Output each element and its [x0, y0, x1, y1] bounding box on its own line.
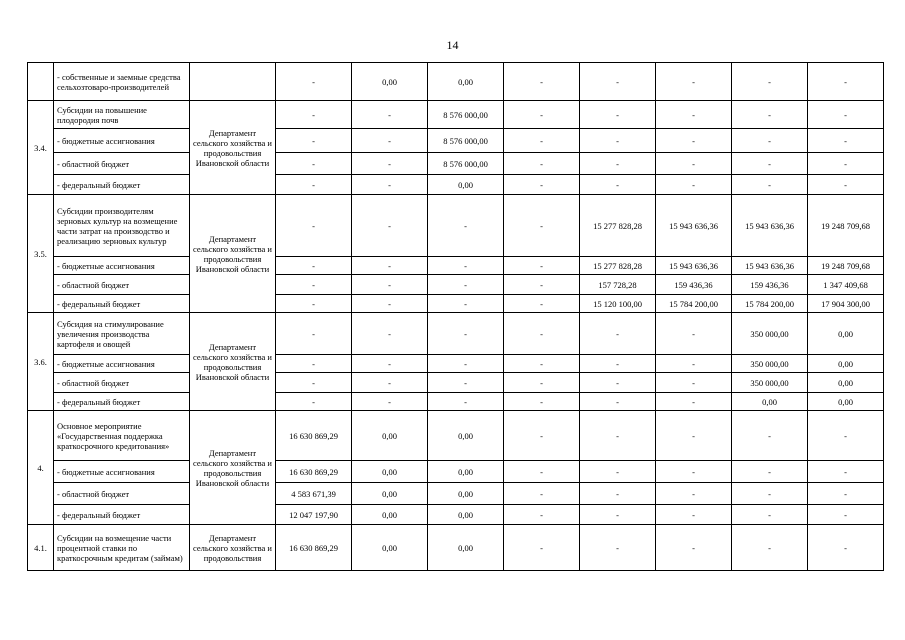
- value-cell: -: [428, 275, 504, 295]
- value-cell: -: [428, 393, 504, 411]
- budget-table: [27, 62, 884, 571]
- value-cell: -: [656, 175, 732, 195]
- value-cell: -: [276, 313, 352, 355]
- table-row: [28, 275, 884, 295]
- table-row: [28, 483, 884, 505]
- item-label: - бюджетные ассигнования: [54, 355, 190, 373]
- item-label: - бюджетные ассигнования: [54, 461, 190, 483]
- item-label: - областной бюджет: [54, 483, 190, 505]
- value-cell: -: [656, 63, 732, 101]
- item-number: 3.4.: [28, 101, 54, 195]
- value-cell: -: [428, 355, 504, 373]
- executor: Департамент сельского хозяйства и продовольствия: [190, 525, 276, 571]
- value-cell: -: [732, 411, 808, 461]
- value-cell: 17 904 300,00: [808, 295, 884, 313]
- value-cell: -: [656, 505, 732, 525]
- value-cell: -: [808, 525, 884, 571]
- value-cell: -: [732, 129, 808, 153]
- value-cell: 0,00: [428, 483, 504, 505]
- item-label: - областной бюджет: [54, 275, 190, 295]
- value-cell: 0,00: [352, 483, 428, 505]
- value-cell: -: [504, 483, 580, 505]
- value-cell: -: [808, 411, 884, 461]
- value-cell: -: [276, 63, 352, 101]
- value-cell: -: [352, 257, 428, 275]
- value-cell: 0,00: [428, 505, 504, 525]
- value-cell: -: [428, 257, 504, 275]
- value-cell: -: [428, 373, 504, 393]
- value-cell: -: [732, 525, 808, 571]
- table-row: [28, 63, 884, 101]
- table-row: [28, 295, 884, 313]
- item-label: - федеральный бюджет: [54, 295, 190, 313]
- item-label: - областной бюджет: [54, 153, 190, 175]
- value-cell: -: [732, 63, 808, 101]
- table-row: [28, 129, 884, 153]
- item-number: 4.: [28, 411, 54, 525]
- value-cell: 0,00: [428, 63, 504, 101]
- value-cell: 0,00: [352, 63, 428, 101]
- value-cell: -: [352, 275, 428, 295]
- value-cell: -: [276, 393, 352, 411]
- value-cell: -: [732, 175, 808, 195]
- value-cell: 8 576 000,00: [428, 153, 504, 175]
- executor: Департамент сельского хозяйства и продовольствия Ивановской области: [190, 411, 276, 525]
- value-cell: 159 436,36: [732, 275, 808, 295]
- value-cell: -: [580, 525, 656, 571]
- value-cell: 16 630 869,29: [276, 411, 352, 461]
- value-cell: -: [276, 275, 352, 295]
- value-cell: -: [808, 153, 884, 175]
- value-cell: -: [732, 101, 808, 129]
- value-cell: 19 248 709,68: [808, 257, 884, 275]
- value-cell: 15 277 828,28: [580, 195, 656, 257]
- value-cell: -: [276, 257, 352, 275]
- value-cell: -: [276, 355, 352, 373]
- value-cell: -: [504, 129, 580, 153]
- item-label: - федеральный бюджет: [54, 175, 190, 195]
- value-cell: -: [276, 153, 352, 175]
- item-label: Субсидии производителям зерновых культур на возмещение части затрат на производство и реализацию зерновых культур: [54, 195, 190, 257]
- executor: [190, 63, 276, 101]
- value-cell: -: [428, 195, 504, 257]
- value-cell: 12 047 197,90: [276, 505, 352, 525]
- table-row: [28, 505, 884, 525]
- table-row: [28, 393, 884, 411]
- value-cell: -: [504, 393, 580, 411]
- value-cell: 15 784 200,00: [732, 295, 808, 313]
- value-cell: 0,00: [808, 313, 884, 355]
- table-row: [28, 153, 884, 175]
- value-cell: -: [656, 129, 732, 153]
- value-cell: -: [352, 373, 428, 393]
- value-cell: 15 943 636,36: [656, 195, 732, 257]
- executor: Департамент сельского хозяйства и продовольствия Ивановской области: [190, 313, 276, 411]
- value-cell: -: [656, 483, 732, 505]
- page-number: 14: [446, 38, 459, 52]
- value-cell: -: [504, 275, 580, 295]
- table-row: [28, 461, 884, 483]
- value-cell: -: [504, 313, 580, 355]
- value-cell: -: [504, 355, 580, 373]
- value-cell: -: [504, 411, 580, 461]
- value-cell: -: [732, 505, 808, 525]
- value-cell: -: [656, 153, 732, 175]
- value-cell: -: [580, 411, 656, 461]
- value-cell: -: [580, 461, 656, 483]
- item-label: - бюджетные ассигнования: [54, 129, 190, 153]
- value-cell: -: [808, 63, 884, 101]
- value-cell: -: [504, 153, 580, 175]
- value-cell: -: [656, 355, 732, 373]
- value-cell: -: [352, 393, 428, 411]
- value-cell: -: [276, 195, 352, 257]
- item-label: Субсидия на стимулирование увеличения производства картофеля и овощей: [54, 313, 190, 355]
- value-cell: 350 000,00: [732, 355, 808, 373]
- value-cell: 159 436,36: [656, 275, 732, 295]
- value-cell: 0,00: [428, 461, 504, 483]
- value-cell: -: [732, 153, 808, 175]
- table-row: [28, 195, 884, 257]
- value-cell: -: [656, 373, 732, 393]
- value-cell: -: [504, 373, 580, 393]
- item-label: - федеральный бюджет: [54, 505, 190, 525]
- value-cell: 157 728,28: [580, 275, 656, 295]
- value-cell: -: [732, 461, 808, 483]
- value-cell: 15 943 636,36: [656, 257, 732, 275]
- value-cell: 0,00: [352, 461, 428, 483]
- item-number: 3.6.: [28, 313, 54, 411]
- value-cell: -: [352, 313, 428, 355]
- value-cell: -: [276, 129, 352, 153]
- table-row: [28, 411, 884, 461]
- value-cell: 0,00: [808, 355, 884, 373]
- value-cell: -: [580, 63, 656, 101]
- item-label: Субсидии на повышение плодородия почв: [54, 101, 190, 129]
- item-label: Субсидии на возмещение части процентной ставки по краткосрочным кредитам (займам): [54, 525, 190, 571]
- executor: Департамент сельского хозяйства и продовольствия Ивановской области: [190, 101, 276, 195]
- value-cell: 15 943 636,36: [732, 195, 808, 257]
- value-cell: -: [580, 153, 656, 175]
- value-cell: -: [504, 461, 580, 483]
- table-row: [28, 257, 884, 275]
- value-cell: 1 347 409,68: [808, 275, 884, 295]
- value-cell: 0,00: [428, 411, 504, 461]
- value-cell: -: [656, 411, 732, 461]
- value-cell: 0,00: [428, 175, 504, 195]
- value-cell: 0,00: [352, 411, 428, 461]
- executor: Департамент сельского хозяйства и продовольствия Ивановской области: [190, 195, 276, 313]
- value-cell: -: [656, 313, 732, 355]
- value-cell: -: [276, 373, 352, 393]
- value-cell: -: [580, 313, 656, 355]
- item-label: - областной бюджет: [54, 373, 190, 393]
- value-cell: -: [352, 195, 428, 257]
- value-cell: -: [808, 129, 884, 153]
- value-cell: 15 120 100,00: [580, 295, 656, 313]
- value-cell: 15 277 828,28: [580, 257, 656, 275]
- value-cell: -: [656, 393, 732, 411]
- table-row: [28, 373, 884, 393]
- value-cell: 8 576 000,00: [428, 101, 504, 129]
- value-cell: -: [352, 175, 428, 195]
- value-cell: -: [504, 195, 580, 257]
- value-cell: 0,00: [352, 525, 428, 571]
- value-cell: -: [808, 101, 884, 129]
- value-cell: -: [504, 257, 580, 275]
- value-cell: -: [504, 505, 580, 525]
- value-cell: -: [808, 175, 884, 195]
- value-cell: -: [580, 483, 656, 505]
- value-cell: -: [504, 175, 580, 195]
- value-cell: 15 784 200,00: [656, 295, 732, 313]
- value-cell: -: [656, 101, 732, 129]
- table-row: [28, 355, 884, 373]
- value-cell: -: [580, 101, 656, 129]
- value-cell: -: [428, 295, 504, 313]
- item-number: 3.5.: [28, 195, 54, 313]
- item-number: [28, 63, 54, 101]
- table-row: [28, 175, 884, 195]
- value-cell: -: [276, 295, 352, 313]
- item-label: - федеральный бюджет: [54, 393, 190, 411]
- value-cell: 0,00: [428, 525, 504, 571]
- value-cell: -: [352, 153, 428, 175]
- value-cell: -: [580, 355, 656, 373]
- item-label: - бюджетные ассигнования: [54, 257, 190, 275]
- value-cell: 350 000,00: [732, 313, 808, 355]
- value-cell: -: [580, 175, 656, 195]
- value-cell: 0,00: [808, 373, 884, 393]
- value-cell: -: [580, 129, 656, 153]
- value-cell: -: [352, 355, 428, 373]
- value-cell: -: [276, 101, 352, 129]
- value-cell: -: [580, 373, 656, 393]
- value-cell: 19 248 709,68: [808, 195, 884, 257]
- value-cell: -: [504, 295, 580, 313]
- value-cell: 8 576 000,00: [428, 129, 504, 153]
- value-cell: -: [352, 295, 428, 313]
- value-cell: 4 583 671,39: [276, 483, 352, 505]
- value-cell: 0,00: [732, 393, 808, 411]
- item-label: Основное мероприятие «Государственная поддержка краткосрочного кредитования»: [54, 411, 190, 461]
- value-cell: -: [808, 483, 884, 505]
- value-cell: -: [732, 483, 808, 505]
- value-cell: 16 630 869,29: [276, 525, 352, 571]
- value-cell: -: [656, 461, 732, 483]
- value-cell: -: [808, 505, 884, 525]
- value-cell: -: [276, 175, 352, 195]
- table-row: [28, 313, 884, 355]
- value-cell: 0,00: [808, 393, 884, 411]
- value-cell: -: [352, 129, 428, 153]
- value-cell: -: [352, 101, 428, 129]
- value-cell: -: [808, 461, 884, 483]
- value-cell: -: [428, 313, 504, 355]
- value-cell: -: [504, 101, 580, 129]
- value-cell: 16 630 869,29: [276, 461, 352, 483]
- item-number: 4.1.: [28, 525, 54, 571]
- value-cell: -: [504, 525, 580, 571]
- value-cell: 0,00: [352, 505, 428, 525]
- item-label: - собственные и заемные средства сельхозтоваро-производителей: [54, 63, 190, 101]
- value-cell: 350 000,00: [732, 373, 808, 393]
- value-cell: -: [580, 393, 656, 411]
- value-cell: 15 943 636,36: [732, 257, 808, 275]
- value-cell: -: [656, 525, 732, 571]
- table-row: [28, 101, 884, 129]
- value-cell: -: [580, 505, 656, 525]
- value-cell: -: [504, 63, 580, 101]
- table-row: [28, 525, 884, 571]
